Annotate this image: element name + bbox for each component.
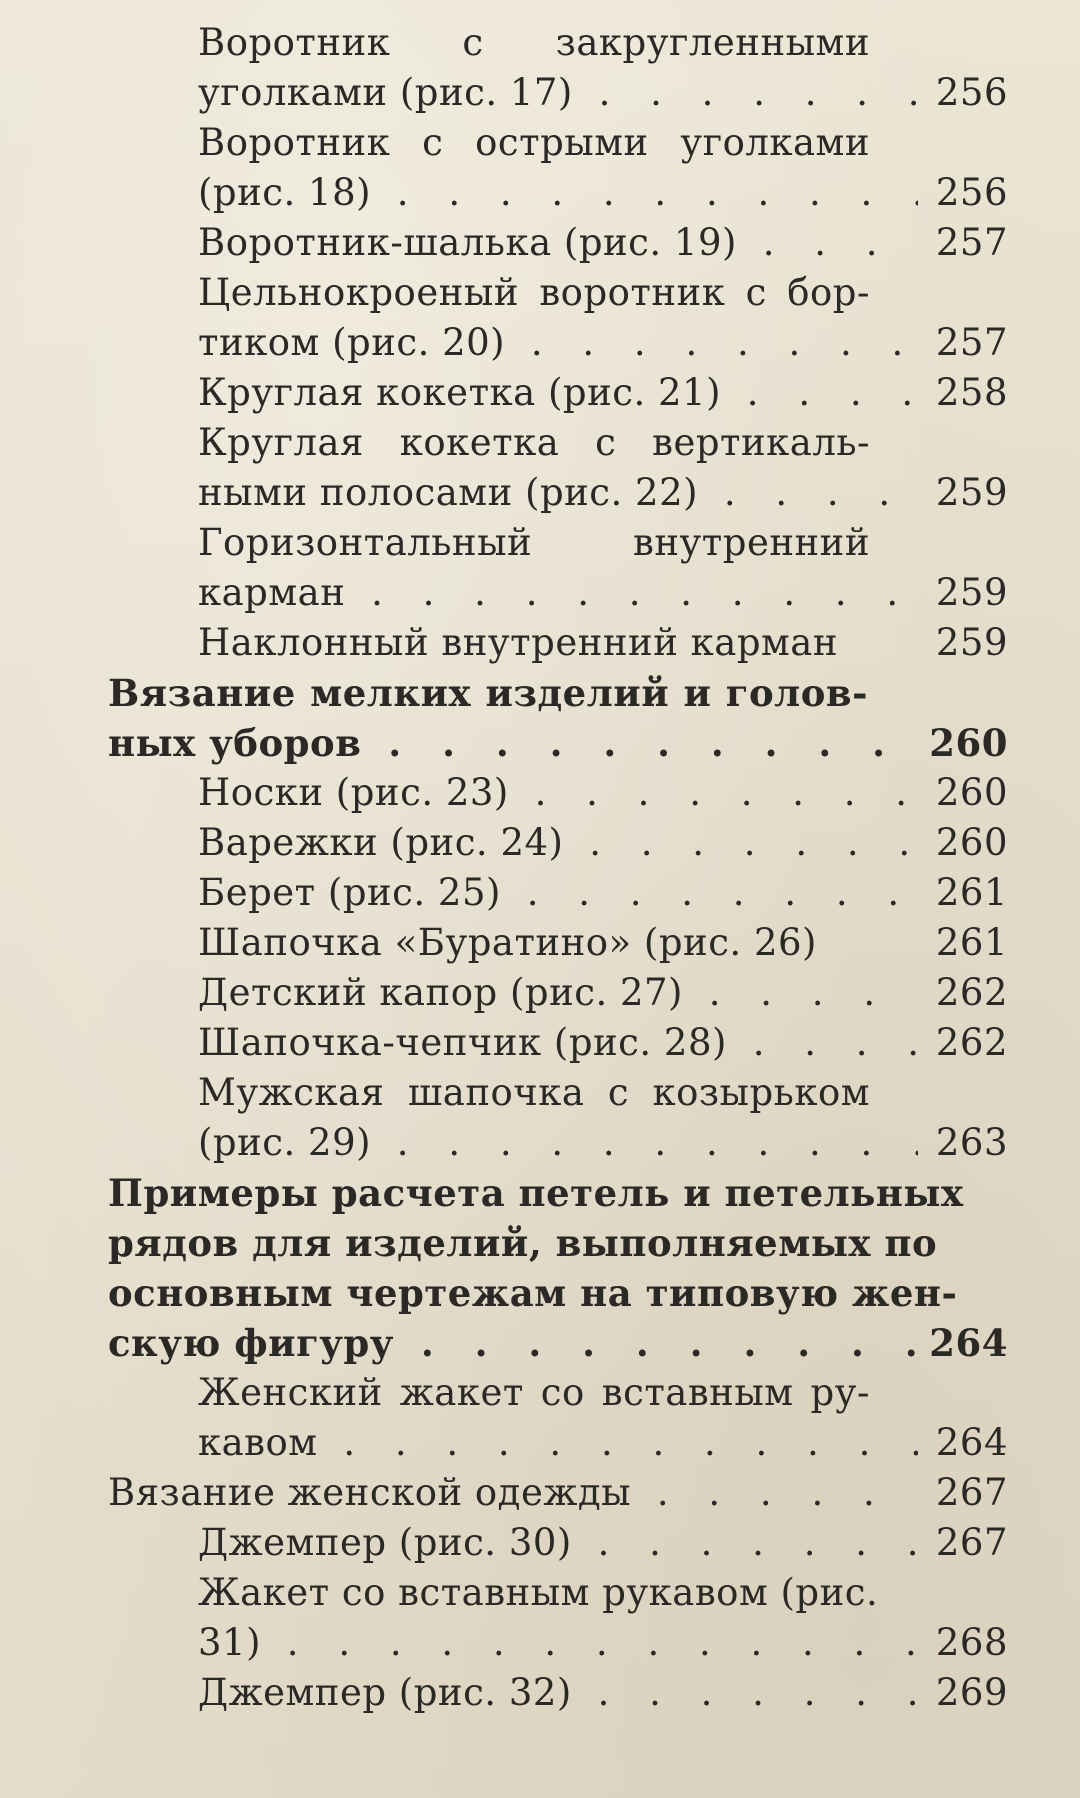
toc-entry (108, 118, 1008, 168)
toc-entry-page-number: 259 (935, 621, 1008, 664)
toc-entry-title: Цельнокроеный воротник с бор- (198, 271, 870, 314)
toc-entry (108, 168, 1008, 218)
toc-entry (108, 518, 1008, 568)
toc-entry (108, 968, 1008, 1018)
toc-entry-page-number: 269 (935, 1671, 1008, 1714)
toc-entry-page-number: 260 (929, 721, 1008, 765)
toc-entry-page-number: 258 (935, 371, 1008, 414)
toc-entry-title: Вязание женской одежды . . . (108, 1468, 918, 1518)
toc-entry-title: Воротник-шалька (рис. 19) . . . (198, 218, 918, 268)
toc-entry-title: ных уборов . . . (108, 718, 918, 768)
toc-entry (108, 718, 1008, 768)
toc-entry-page-number: 264 (929, 1321, 1008, 1365)
toc-entry-title: уголками (рис. 17) . . . (198, 68, 918, 118)
toc-entry (108, 818, 1008, 868)
toc-entry (108, 618, 1008, 668)
toc-entry-title: основным чертежам на типовую жен- (108, 1271, 958, 1315)
toc-entry (108, 768, 1008, 818)
toc-entry (108, 468, 1008, 518)
toc-entry-title: Жакет со вставным рукавом (рис. (198, 1571, 879, 1614)
toc-entry-title: Носки (рис. 23) . . . (198, 768, 918, 818)
toc-entry-title: Наклонный внутренний карман (198, 621, 839, 664)
toc-entry-title: (рис. 29) . . . (198, 1118, 918, 1168)
toc-entry-title: Шапочка «Буратино» (рис. 26) (198, 921, 817, 964)
toc-entry-title: кавом . . . (198, 1418, 918, 1468)
toc-entry-title: рядов для изделий, выполняемых по (108, 1221, 938, 1265)
toc-entry (108, 368, 1008, 418)
toc-entry-page-number: 262 (935, 1021, 1008, 1064)
toc-entry-page-number: 257 (935, 321, 1008, 364)
toc-entry (108, 568, 1008, 618)
toc-entry-page-number: 260 (935, 771, 1008, 814)
toc-entry-title: Варежки (рис. 24) . . . (198, 818, 918, 868)
toc-entry-page-number: 256 (935, 71, 1008, 114)
toc-entry (108, 318, 1008, 368)
toc-entry (108, 1018, 1008, 1068)
toc-entry-page-number: 268 (935, 1621, 1008, 1664)
toc-entry (108, 1368, 1008, 1418)
toc-entry-title: Воротник с закругленными (198, 21, 870, 64)
toc-entry-title: 31) . . . (198, 1618, 918, 1668)
toc-entry-page-number: 264 (935, 1421, 1008, 1464)
toc-entry-title: (рис. 18) . . . (198, 168, 918, 218)
toc-entry-title: Мужская шапочка с козырьком (198, 1071, 870, 1114)
toc-entry-page-number: 261 (935, 871, 1008, 914)
toc-entry (108, 1618, 1008, 1668)
toc-entry-title: Берет (рис. 25) . . . (198, 868, 918, 918)
toc-entry-title: Вязание мелких изделий и голов- (108, 671, 868, 715)
toc-entry (108, 1068, 1008, 1118)
toc-entry (108, 1168, 1008, 1218)
toc-entry (108, 1468, 1008, 1518)
toc-entry-page-number: 256 (935, 171, 1008, 214)
toc-entry-page-number: 267 (935, 1521, 1008, 1564)
toc-entry-page-number: 263 (935, 1121, 1008, 1164)
toc-entry (108, 1218, 1008, 1268)
toc-entry-title: Шапочка-чепчик (рис. 28) . . . (198, 1018, 918, 1068)
toc-entry-title: Примеры расчета петель и петельных (108, 1171, 964, 1215)
toc-entry-title: Круглая кокетка с вертикаль- (198, 421, 870, 464)
toc-entry (108, 918, 1008, 968)
toc-entry-page-number: 260 (935, 821, 1008, 864)
toc-entry-title: Круглая кокетка (рис. 21) . . . (198, 368, 918, 418)
toc-entry-page-number: 259 (935, 471, 1008, 514)
toc-entry-title: Воротник с острыми уголками (198, 121, 870, 164)
toc-entry-page-number: 257 (935, 221, 1008, 264)
toc-entry (108, 218, 1008, 268)
toc-entry (108, 418, 1008, 468)
toc-entry-title: Детский капор (рис. 27) . . . (198, 968, 918, 1018)
toc-entry-title: Женский жакет со вставным ру- (198, 1371, 870, 1414)
toc-entry (108, 18, 1008, 68)
toc-entry-page-number: 261 (935, 921, 1008, 964)
toc-entry-title: тиком (рис. 20) . . . (198, 318, 918, 368)
toc-entry (108, 1318, 1008, 1368)
toc-entry-title: карман . . . (198, 568, 918, 618)
toc-entry (108, 268, 1008, 318)
toc-entry (108, 1268, 1008, 1318)
toc-entry-page-number: 267 (935, 1471, 1008, 1514)
toc-entry (108, 668, 1008, 718)
toc-entry-title: ными полосами (рис. 22) . . . (198, 468, 918, 518)
toc-entry-page-number: 259 (935, 571, 1008, 614)
toc-entry (108, 1118, 1008, 1168)
toc-entry-title: Джемпер (рис. 30) . . . (198, 1518, 918, 1568)
toc-entry (108, 1668, 1008, 1718)
toc-entry (108, 1518, 1008, 1568)
toc-entry (108, 868, 1008, 918)
toc-entry-title: Джемпер (рис. 32) . . . (198, 1668, 918, 1718)
toc-entry (108, 1418, 1008, 1468)
toc-entry-title: Горизонтальный внутренний (198, 521, 870, 564)
toc-entry-page-number: 262 (935, 971, 1008, 1014)
table-of-contents (108, 18, 1008, 1718)
toc-entry-title: скую фигуру . . . (108, 1318, 918, 1368)
toc-entry (108, 1568, 1008, 1618)
toc-entry (108, 68, 1008, 118)
